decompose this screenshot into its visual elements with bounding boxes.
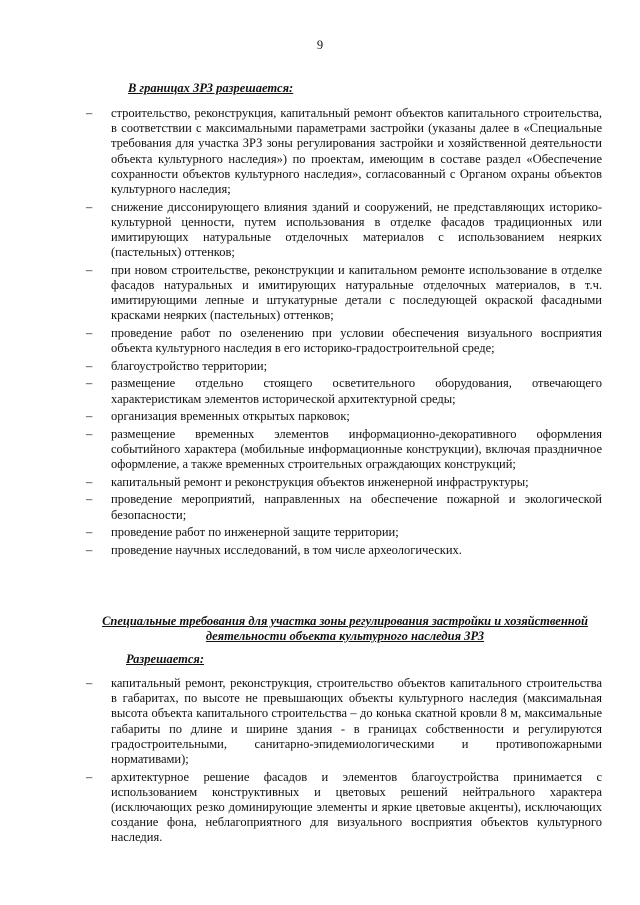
- bullet-dash: –: [86, 492, 93, 507]
- list-item-text: строительство, реконструкция, капитальный ремонт объектов капитального строительства, в соответствии с максимальными параметрами застройки (указаны далее в «Специальные требования для участка ЗРЗ зоны регулирования застройки и хозяйственной деятельности объекта культурного наследия») по проектам, имеющим в составе раздел «Обеспечение сохранности объектов культурного наследия», согласованный с Органом охраны объектов культурного наследия;: [111, 106, 602, 197]
- list-item: [86, 263, 602, 324]
- special-requirements-list: [86, 676, 602, 848]
- list-item-text: проведение работ по инженерной защите территории;: [111, 525, 399, 540]
- bullet-dash: –: [86, 326, 93, 341]
- list-item: [86, 525, 602, 540]
- list-item: [86, 770, 602, 846]
- bullet-dash: –: [86, 106, 93, 120]
- list-item-text: размещение отдельно стоящего осветительного оборудования, отвечающего характеристикам элементов исторической архитектурной среды;: [111, 376, 602, 406]
- bullet-dash: –: [86, 525, 93, 540]
- subheading-allowed: Разрешается:: [126, 652, 205, 666]
- list-item-text: проведение работ по озеленению при условии обеспечения визуального восприятия объекта культурного наследия в его историко-градостроительной среде;: [111, 326, 602, 356]
- list-item: [86, 106, 602, 197]
- list-item: [86, 676, 602, 767]
- allowed-activities-list: [86, 106, 602, 560]
- bullet-dash: –: [86, 474, 93, 489]
- bullet-dash: –: [86, 376, 93, 391]
- special-requirements-title-line2: деятельности объекта культурного наследия ЗРЗ: [205, 629, 485, 643]
- list-item: [86, 359, 602, 374]
- list-item: [86, 200, 602, 261]
- list-item-text: благоустройство территории;: [111, 358, 268, 373]
- page-number: 9: [316, 38, 324, 52]
- list-item: [86, 326, 602, 356]
- bullet-dash: –: [86, 542, 93, 557]
- list-item: [86, 427, 602, 473]
- list-item-text: архитектурное решение фасадов и элементов благоустройства принимается с использованием конструктивных и цветовых решений нейтрального характера (исключающих резко доминирующие элементы и яркие цветовые акценты), исключающих создание фона, неблагоприятного для визуального восприятия объектов культурного наследия.: [111, 769, 602, 845]
- bullet-dash: –: [86, 199, 93, 214]
- bullet-dash: –: [86, 426, 93, 441]
- list-item: [86, 475, 602, 490]
- list-item: [86, 543, 602, 558]
- special-requirements-title-line1: Специальные требования для участка зоны регулирования застройки и хозяйственной: [102, 614, 588, 628]
- list-item: [86, 409, 602, 424]
- list-item: [86, 376, 602, 406]
- bullet-dash: –: [86, 769, 93, 784]
- list-item-text: размещение временных элементов информационно-декоративного оформления событийного характера (мобильные информационные конструкции), включая праздничное оформление, а также временных строительных ограждающих конструкций;: [111, 426, 602, 472]
- section-heading-zrz-allowed: В границах ЗРЗ разрешается:: [128, 81, 294, 95]
- list-item-text: организация временных открытых парковок;: [111, 409, 350, 424]
- bullet-dash: –: [86, 262, 93, 277]
- list-item-text: капитальный ремонт, реконструкция, строительство объектов капитального строительства в габаритах, по высоте не превышающих объекты культурного наследия (максимальная высота объекта капитального строительства – до конька скатной кровли 8 м, максимальные габариты по длине и ширине здания - в границах собственности и регулируются градостроительными, санитарно-эпидемиологическими и противопожарными нормативами);: [111, 676, 602, 767]
- list-item-text: проведение научных исследований, в том числе археологических.: [111, 542, 462, 557]
- bullet-dash: –: [86, 676, 93, 690]
- list-item-text: проведение мероприятий, направленных на обеспечение пожарной и экологической безопасности;: [111, 492, 602, 522]
- list-item-text: снижение диссонирующего влияния зданий и сооружений, не представляющих историко-культурной ценности, путем использования в отделке фасадов традиционных или имитирующих натуральные отделочных материалов с использованием неярких (пастельных) оттенков;: [111, 199, 602, 260]
- list-item: [86, 492, 602, 522]
- bullet-dash: –: [86, 409, 93, 424]
- bullet-dash: –: [86, 358, 93, 373]
- list-item-text: капитальный ремонт и реконструкция объектов инженерной инфраструктуры;: [111, 474, 529, 489]
- list-item-text: при новом строительстве, реконструкции и капитальном ремонте использование в отделке фасадов натуральных и имитирующих натуральные отделочных материалов, в т.ч. имитирующими лепные и штукатурные детали с последующей окраской фасадными красками неярких (пастельных) оттенков;: [111, 262, 602, 323]
